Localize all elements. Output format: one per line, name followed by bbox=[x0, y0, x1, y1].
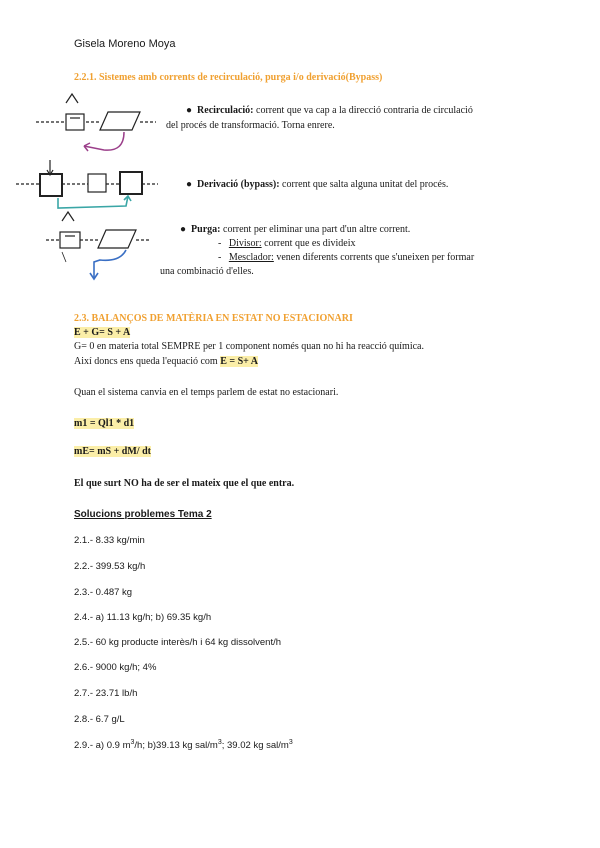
solution-item: 2.6.- 9000 kg/h; 4% bbox=[74, 662, 157, 673]
diagram3-unit2 bbox=[98, 230, 136, 248]
mesclador-line2: una combinació d'elles. bbox=[160, 266, 254, 277]
diagram2-unit2 bbox=[88, 174, 106, 192]
term-recirculacio: Recirculació: bbox=[197, 105, 254, 116]
text-g-zero: G= 0 en materia total SEMPRE per 1 component només quan no hi ha reacció química. bbox=[74, 341, 424, 352]
author-name: Gisela Moreno Moya bbox=[74, 38, 176, 50]
solution-item: 2.1.- 8.33 kg/min bbox=[74, 535, 145, 546]
bullet-derivacio: ● Derivació (bypass): corrent que salta alguna unitat del procés. bbox=[186, 179, 449, 190]
solution-item: 2.3.- 0.487 kg bbox=[74, 587, 133, 598]
term-derivacio: Derivació (bypass): bbox=[197, 179, 280, 190]
diagram1-hat bbox=[66, 94, 78, 103]
solutions-title: Solucions problemes Tema 2 bbox=[74, 509, 212, 520]
solution-item: 2.5.- 60 kg producte interès/h i 64 kg dissolvent/h bbox=[74, 637, 282, 648]
solution-item: 2.4.- a) 11.13 kg/h; b) 69.35 kg/h bbox=[74, 612, 212, 623]
sub-mesclador: - Mesclador: venen diferents corrents que s'uneixen per formar bbox=[218, 252, 475, 263]
term-purga: Purga: bbox=[191, 224, 221, 235]
equation-m1: m1 = Ql1 * d1 bbox=[74, 418, 135, 429]
diagram3-unit1 bbox=[60, 232, 80, 248]
text-equation-result: Així doncs ens queda l'equació com E = S+ A bbox=[74, 356, 259, 367]
section-heading-2-3: 2.3. BALANÇOS DE MATÈRIA EN ESTAT NO ESTACIONARI bbox=[74, 313, 353, 324]
recirculation-arrow bbox=[84, 132, 124, 150]
text-non-steady: Quan el sistema canvia en el temps parlem de estat no estacionari. bbox=[74, 387, 339, 398]
equation-me: mE= mS + dM/ dt bbox=[74, 446, 151, 457]
sub-divisor: - Divisor: corrent que es divideix bbox=[218, 238, 356, 249]
diagram2-unit3 bbox=[120, 172, 142, 194]
bullet-purga: ● Purga: corrent per eliminar una part d'un altre corrent. bbox=[180, 224, 411, 235]
equation-e-g-s-a: E + G= S + A bbox=[74, 327, 131, 338]
diagram2-unit1 bbox=[40, 174, 62, 196]
text-output-note: El que surt NO ha de ser el mateix que el que entra. bbox=[74, 478, 295, 489]
diagram1-unit2 bbox=[100, 112, 140, 130]
solution-item: 2.2.- 399.53 kg/h bbox=[74, 561, 146, 572]
bullet-recirculacio: ● Recirculació: corrent que va cap a la direcció contraria de circulació bbox=[186, 105, 473, 116]
solution-item-last: 2.9.- a) 0.9 $m^3/h$; b)39.13 kg sal/$m^3$; 39.02 kg sal/$m^3$ bbox=[74, 739, 293, 752]
purge-arrow bbox=[94, 250, 126, 278]
bypass-arrow bbox=[58, 196, 128, 208]
diagram1-unit1 bbox=[66, 114, 84, 130]
solution-item: 2.7.- 23.71 lb/h bbox=[74, 688, 138, 699]
solution-item: 2.8.- 6.7 g/L bbox=[74, 714, 125, 725]
recirculacio-line2: del procés de transformació. Torna enrere. bbox=[166, 120, 335, 131]
diagram3-hat bbox=[62, 212, 74, 221]
section-heading-2-2-1: 2.2.1. Sistemes amb corrents de recirculació, purga i/o derivació(Bypass) bbox=[74, 72, 383, 83]
